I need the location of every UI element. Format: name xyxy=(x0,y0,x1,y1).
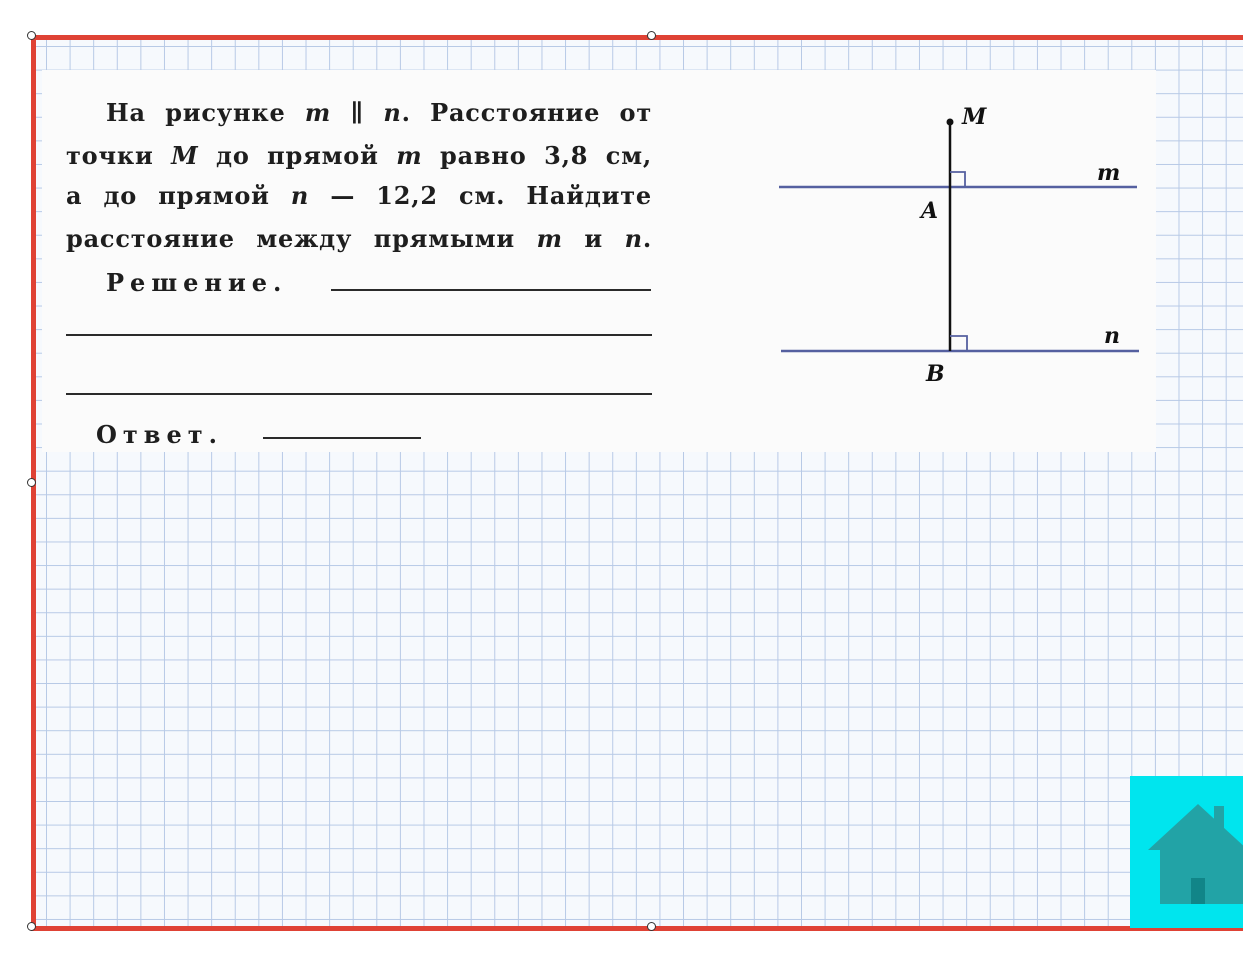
home-button[interactable] xyxy=(1130,776,1243,928)
problem-line-1: На рисунке m ∥ n. Расстояние от xyxy=(106,98,653,127)
resize-handle-bottom-left[interactable] xyxy=(27,922,36,931)
solution-answer-line-2[interactable] xyxy=(66,334,652,336)
answer-label: Ответ. xyxy=(96,420,223,449)
problem-line-2: точки M до прямой m равно 3,8 см, xyxy=(66,141,653,170)
home-icon xyxy=(1130,776,1243,928)
resize-handle-top-left[interactable] xyxy=(27,31,36,40)
problem-line-3: а до прямой n — 12,2 см. Найдите xyxy=(66,181,652,210)
resize-handle-middle-left[interactable] xyxy=(27,478,36,487)
label-point-A: A xyxy=(921,198,939,224)
label-point-M: M xyxy=(962,104,987,130)
problem-line-4: расстояние между прямыми m и n. xyxy=(66,224,652,253)
solution-answer-line-1[interactable] xyxy=(331,289,651,291)
label-point-B: B xyxy=(926,361,945,387)
label-line-n: n xyxy=(1104,323,1120,349)
solution-label: Решение. xyxy=(106,268,288,297)
resize-handle-bottom-center[interactable] xyxy=(647,922,656,931)
label-line-m: m xyxy=(1097,160,1121,186)
answer-blank-line[interactable] xyxy=(263,437,421,439)
solution-answer-line-3[interactable] xyxy=(66,393,652,395)
resize-handle-top-center[interactable] xyxy=(647,31,656,40)
